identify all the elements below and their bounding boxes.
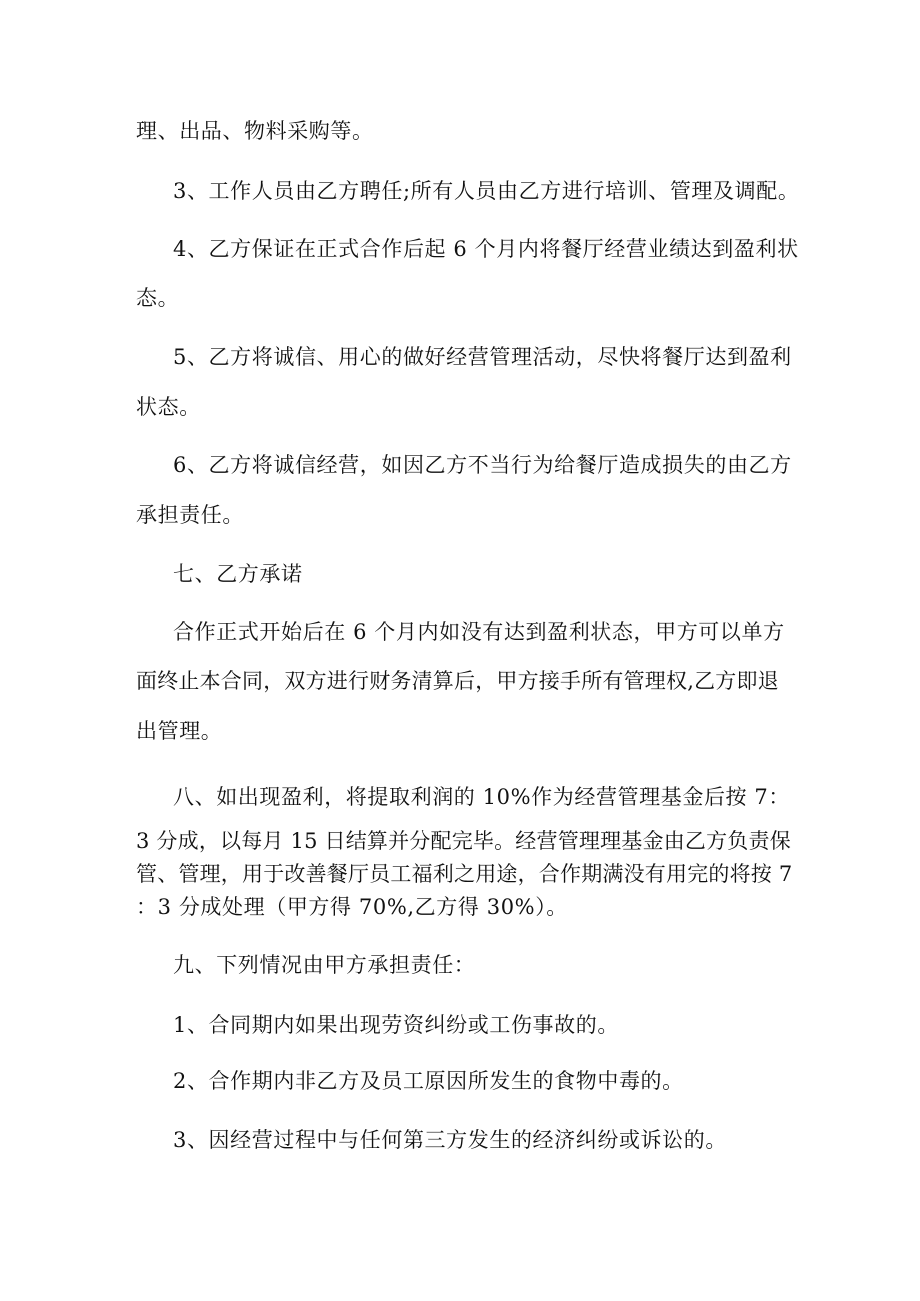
- text-line: 6、乙方将诚信经营，如因乙方不当行为给餐厅造成损失的由乙方: [173, 453, 792, 477]
- text-line: 3、因经营过程中与任何第三方发生的经济纠纷或诉讼的。: [173, 1128, 727, 1152]
- text-line: 3 分成，以每月 15 日结算并分配完毕。经营管理理基金由乙方负责保: [136, 829, 791, 853]
- text-line: 承担责任。: [136, 503, 244, 527]
- text-line: 5、乙方将诚信、用心的做好经营管理活动，尽快将餐厅达到盈利: [173, 345, 792, 369]
- text-line: 3、工作人员由乙方聘任;所有人员由乙方进行培训、管理及调配。: [173, 179, 800, 203]
- text-line: 面终止本合同，双方进行财务清算后，甲方接手所有管理权,乙方即退: [136, 669, 779, 693]
- section-heading: 七、乙方承诺: [173, 562, 303, 586]
- section-heading: 八、如出现盈利，将提取利润的 10%作为经营管理基金后按 7：: [173, 785, 790, 809]
- text-line: 1、合同期内如果出现劳资纠纷或工伤事故的。: [173, 1013, 619, 1037]
- section-heading: 九、下列情况由甲方承担责任：: [173, 953, 476, 977]
- text-line: 状态。: [136, 395, 201, 419]
- text-line: 管、管理，用于改善餐厅员工福利之用途，合作期满没有用完的将按 7: [136, 862, 793, 886]
- text-line: 出管理。: [136, 719, 223, 743]
- text-line: 2、合作期内非乙方及员工原因所发生的食物中毒的。: [173, 1069, 684, 1093]
- text-line: 合作正式开始后在 6 个月内如没有达到盈利状态，甲方可以单方: [173, 620, 785, 644]
- text-line: 态。: [136, 286, 180, 310]
- text-line: ：3 分成处理（甲方得 70%,乙方得 30%）。: [136, 895, 568, 919]
- text-line: 4、乙方保证在正式合作后起 6 个月内将餐厅经营业绩达到盈利状: [173, 237, 799, 261]
- text-line: 理、出品、物料采购等。: [136, 119, 374, 143]
